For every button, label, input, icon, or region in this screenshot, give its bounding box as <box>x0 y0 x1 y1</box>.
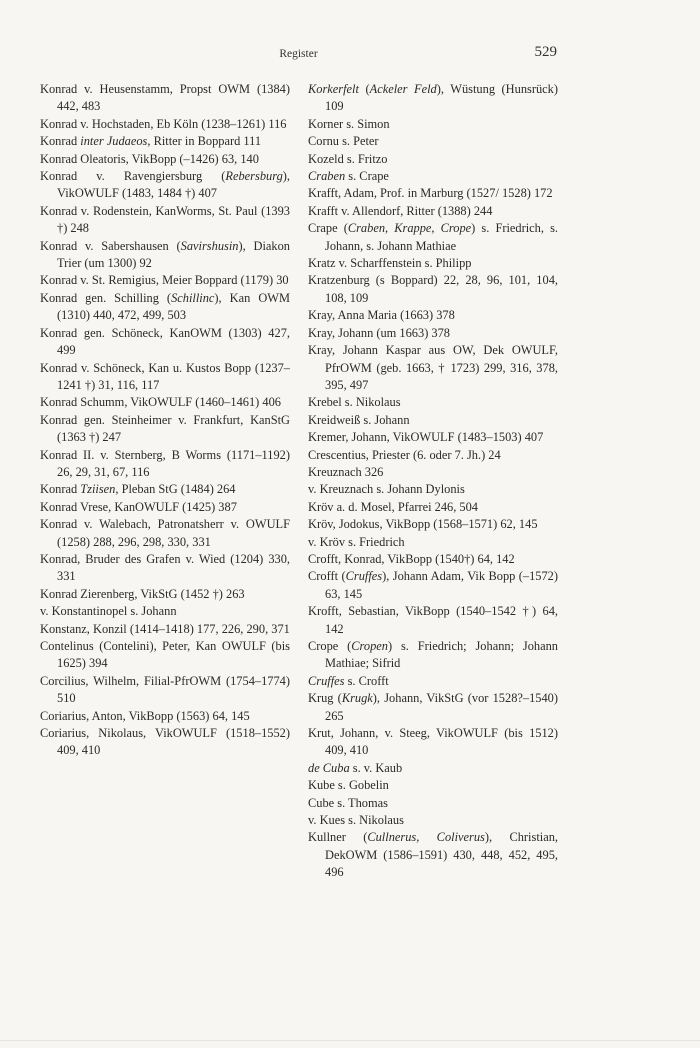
index-entry <box>308 185 558 202</box>
index-entry-text: s. Crofft <box>344 673 389 688</box>
page-number: 529 <box>534 44 557 60</box>
index-entry <box>308 394 558 411</box>
index-entry-text: Kube s. Gobelin <box>308 778 389 793</box>
index-entry <box>308 429 558 446</box>
index-entry-text: Kozeld s. Fritzo <box>308 151 388 166</box>
index-entry <box>308 690 558 725</box>
index-entry <box>308 272 558 307</box>
index-entry <box>40 725 290 760</box>
index-entry-italic-text: de Cuba <box>308 760 350 775</box>
index-entry <box>308 447 558 464</box>
index-entry-text: Kreidweiß s. Johann <box>308 412 410 427</box>
index-entry-text: Corcilius, Wilhelm, Filial-PfrOWM (1754–1774) 510 <box>40 673 290 706</box>
index-entry <box>308 829 558 881</box>
index-entry <box>308 342 558 394</box>
index-entry-text: Konrad v. Sabershausen ( <box>40 238 181 253</box>
index-entry <box>308 638 558 673</box>
index-entry-text: ), Wüstung (Hunsrück) 109 <box>325 82 558 114</box>
index-entry-text: , Ritter in Boppard 111 <box>147 134 262 149</box>
index-entry-text: Korner s. Simon <box>308 116 390 131</box>
index-entry <box>308 116 558 133</box>
index-entry-italic-text: Ackeler Feld <box>369 82 437 96</box>
index-entry-text: ), Kan OWM (1310) 440, 472, 499, 503 <box>57 290 290 323</box>
index-entry-text: s. Crape <box>345 169 389 184</box>
index-entry <box>308 777 558 794</box>
index-entry-text: ) s. Friedrich; Johann; Johann Mathiae; Sifrid <box>325 639 558 671</box>
index-entry <box>308 673 558 690</box>
index-entry-text: ), Johann, VikStG (vor 1528?–1540) 265 <box>325 691 558 723</box>
index-entry-text: Kreuznach 326 <box>308 464 384 479</box>
index-entry <box>40 673 290 708</box>
index-entry-text: Konrad v. Schöneck, Kan u. Kustos Bopp (1237–1241 †) 31, 116, 117 <box>40 360 290 392</box>
index-entry-text: Konrad, Bruder des Grafen v. Wied (1204) 330, 331 <box>40 551 290 584</box>
index-entry-text: Konrad v. Hochstaden, Eb Köln (1238–1261) 116 <box>40 116 287 131</box>
index-entry-text: Konrad gen. Steinheimer v. Frankfurt, KanStG (1363 †) 247 <box>40 412 290 445</box>
index-entry <box>308 760 558 777</box>
index-entry <box>40 499 290 516</box>
index-column-right <box>308 81 558 882</box>
index-entry <box>308 499 558 516</box>
index-entry-text: Crope ( <box>308 639 352 653</box>
index-entry-text: Konrad II. v. Sternberg, B Worms (1171–1192) 26, 29, 31, 67, 116 <box>40 447 290 479</box>
index-entry-text: Konstanz, Konzil (1414–1418) 177, 226, 290, 371 <box>40 621 290 636</box>
index-entry-text: ), Christian, DekOWM (1586–1591) 430, 448, 452, 495, 496 <box>325 830 558 880</box>
index-entry-text: Coriarius, Anton, VikBopp (1563) 64, 145 <box>40 708 250 723</box>
index-entry-text: v. Kröv s. Friedrich <box>308 534 405 549</box>
index-entry-italic-text: Tziisen <box>80 482 116 497</box>
index-entry <box>40 360 290 395</box>
index-entry-text: Contelinus (Contelini), Peter, Kan OWULF (bis 1625) 394 <box>40 639 290 671</box>
index-entry <box>40 447 290 482</box>
index-entry <box>308 464 558 481</box>
index-entry-text: Konrad gen. Schöneck, KanOWM (1303) 427, 499 <box>40 325 290 358</box>
index-entry <box>40 603 290 620</box>
index-entry-italic-text: Cropen <box>351 639 388 653</box>
index-entry <box>40 168 290 203</box>
index-entry-text: , Pleban StG (1484) 264 <box>115 482 236 497</box>
index-entry-text: Konrad Schumm, VikOWULF (1460–1461) 406 <box>40 395 281 410</box>
index-entry-italic-text: Craben, Krappe, Crope <box>347 221 472 236</box>
index-entry-text: Konrad <box>40 482 81 497</box>
index-entry <box>40 116 290 133</box>
index-entry-text: Kratz v. Scharffenstein s. Philipp <box>308 256 472 271</box>
index-entry-italic-text: inter Judaeos <box>80 134 148 149</box>
index-entry <box>40 151 290 168</box>
index-entry-text: Crape ( <box>308 221 348 236</box>
index-entry-text: Krofft, Sebastian, VikBopp (1540–1542 †) 64, 142 <box>308 604 558 636</box>
index-entry-text: v. Kreuznach s. Johann Dylonis <box>308 482 465 497</box>
index-entry-text: Konrad Oleatoris, VikBopp (–1426) 63, 140 <box>40 151 259 166</box>
index-entry-text: Konrad Vrese, KanOWULF (1425) 387 <box>40 499 237 514</box>
index-entry-text: Konrad v. Heusenstamm, Propst OWM (1384) 442, 483 <box>40 82 290 114</box>
index-entry-text: Krut, Johann, v. Steeg, VikOWULF (bis 1512) 409, 410 <box>308 726 558 758</box>
index-entry <box>308 534 558 551</box>
index-entry <box>40 481 290 498</box>
page-header <box>40 44 557 66</box>
index-entry-italic-text: Korkerfelt <box>308 82 359 96</box>
index-entry-text: Konrad v. Walebach, Patronatsherr v. OWULF (1258) 288, 296, 298, 330, 331 <box>40 517 290 549</box>
index-entry-text: Kray, Johann Kaspar aus OW, Dek OWULF, PfrOWM (geb. 1663, † 1723) 299, 316, 378, 395, 497 <box>308 343 558 392</box>
index-column-left <box>40 81 290 882</box>
index-entry-text: v. Kues s. Nikolaus <box>308 813 404 828</box>
index-entry-text: Konrad v. Ravengiersburg ( <box>40 169 226 184</box>
index-entry-italic-text: Cullnerus, Coliverus <box>367 830 485 845</box>
index-entry-text: Krafft, Adam, Prof. in Marburg (1527/ 1528) 172 <box>308 186 553 201</box>
index-entry <box>308 551 558 568</box>
index-entry-text: Kröv a. d. Mosel, Pfarrei 246, 504 <box>308 499 478 514</box>
index-entry <box>308 220 558 255</box>
index-entry <box>40 516 290 551</box>
index-entry-text: Konrad Zierenberg, VikStG (1452 †) 263 <box>40 586 245 601</box>
index-entry <box>308 203 558 220</box>
index-entry <box>308 568 558 603</box>
index-entry-italic-text: Cruffes <box>345 569 383 584</box>
index-entry <box>308 725 558 760</box>
index-entry-text: Crofft, Konrad, VikBopp (1540†) 64, 142 <box>308 551 515 566</box>
index-entry-text: v. Konstantinopel s. Johann <box>40 604 177 619</box>
index-entry-text: Konrad <box>40 134 81 149</box>
index-entry-text: ), Johann Adam, Vik Bopp (–1572) 63, 145 <box>325 569 558 601</box>
index-entry <box>308 307 558 324</box>
index-entry-text: Kremer, Johann, VikOWULF (1483–1503) 407 <box>308 430 544 445</box>
index-entry-text: Krebel s. Nikolaus <box>308 395 401 410</box>
index-entry-text: Crofft ( <box>308 569 346 584</box>
index-entry-text: ), VikOWULF (1483, 1484 †) 407 <box>57 169 290 201</box>
index-entry <box>308 412 558 429</box>
index-entry <box>40 586 290 603</box>
index-entry <box>40 638 290 673</box>
index-entry <box>308 81 558 116</box>
page-bottom-edge <box>0 1040 700 1041</box>
index-entry-text: Crescentius, Priester (6. oder 7. Jh.) 24 <box>308 447 501 462</box>
index-entry <box>40 394 290 411</box>
index-entry <box>308 603 558 638</box>
index-entry-italic-text: Craben <box>308 169 346 184</box>
index-entry-text: ) s. Friedrich, s. Johann, s. Johann Mathiae <box>325 221 559 253</box>
index-entry <box>40 325 290 360</box>
index-entry <box>308 325 558 342</box>
index-entry-italic-text: Savirshusin <box>180 238 239 253</box>
index-entry-text: Kullner ( <box>308 830 368 845</box>
index-entry-italic-text: Cruffes <box>308 673 345 688</box>
index-entry <box>308 151 558 168</box>
index-entry <box>308 481 558 498</box>
index-entry-text: ( <box>358 82 370 96</box>
index-entry <box>308 168 558 185</box>
index-entry <box>308 795 558 812</box>
index-entry-text: Kratzenburg (s Boppard) 22, 28, 96, 101, 104, 108, 109 <box>308 273 558 305</box>
index-entry <box>40 272 290 289</box>
index-entry-text: Kray, Johann (um 1663) 378 <box>308 325 451 340</box>
index-entry <box>40 708 290 725</box>
index-entry-italic-text: Schillinc <box>171 290 215 305</box>
index-entry-text: Cornu s. Peter <box>308 134 379 149</box>
index-entry <box>308 812 558 829</box>
index-entry <box>40 412 290 447</box>
index-entry-text: Krafft v. Allendorf, Ritter (1388) 244 <box>308 203 493 218</box>
index-entry-italic-text: Rebersburg <box>225 169 283 184</box>
index-entry-text: Krug ( <box>308 691 342 706</box>
index-entry-text: Kray, Anna Maria (1663) 378 <box>308 308 455 323</box>
index-entry <box>308 255 558 272</box>
index-entry <box>40 621 290 638</box>
index-entry-text: Coriarius, Nikolaus, VikOWULF (1518–1552) 409, 410 <box>40 726 290 758</box>
index-entry-text: Cube s. Thomas <box>308 795 388 810</box>
index-entry <box>40 133 290 150</box>
index-entry <box>40 81 290 116</box>
index-entry-text: Kröv, Jodokus, VikBopp (1568–1571) 62, 145 <box>308 517 538 532</box>
index-entry <box>40 290 290 325</box>
running-head: Register <box>279 48 318 60</box>
index-entry-text: s. v. Kaub <box>349 760 403 775</box>
index-entry <box>308 133 558 150</box>
index-entry-italic-text: Krugk <box>341 691 373 706</box>
index-entry <box>308 516 558 533</box>
index-entry <box>40 203 290 238</box>
index-entry-text: ), Diakon Trier (um 1300) 92 <box>57 238 290 271</box>
index-entry-text: Konrad v. St. Remigius, Meier Boppard (1179) 30 <box>40 273 289 288</box>
index-entry-text: Konrad gen. Schilling ( <box>40 290 172 305</box>
index-entry-text: Konrad v. Rodenstein, KanWorms, St. Paul (1393 †) 248 <box>40 203 290 236</box>
index-entry <box>40 551 290 586</box>
index-entry <box>40 238 290 273</box>
index-columns <box>40 81 558 882</box>
